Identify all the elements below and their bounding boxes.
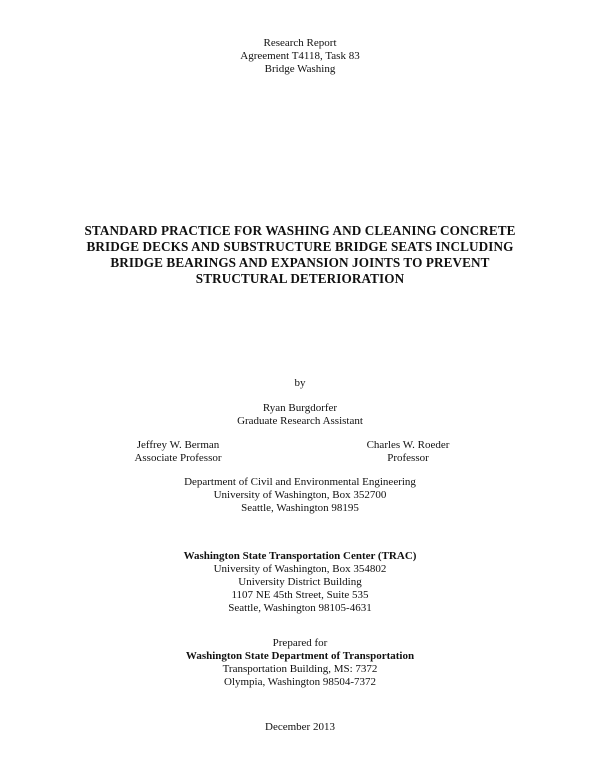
report-topic: Bridge Washing bbox=[264, 63, 336, 75]
department-address: University of Washington, Box 352700 bbox=[213, 489, 387, 501]
title-line: STRUCTURAL DETERIORATION bbox=[195, 271, 405, 286]
author-role: Associate Professor bbox=[134, 452, 222, 464]
trac-name: Washington State Transportation Center (TRAC) bbox=[183, 550, 417, 562]
trac-address-line: Seattle, Washington 98105-4631 bbox=[228, 602, 372, 614]
author-name: Ryan Burgdorfer bbox=[262, 402, 338, 414]
author-name: Charles W. Roeder bbox=[366, 439, 450, 451]
author-main bbox=[0, 402, 600, 428]
prepared-for-address-line: Olympia, Washington 98504-7372 bbox=[224, 676, 376, 688]
trac-address-line: 1107 NE 45th Street, Suite 535 bbox=[231, 589, 369, 601]
prepared-for-org: Washington State Department of Transportation bbox=[185, 650, 415, 662]
by-label: by bbox=[294, 377, 306, 389]
department-city: Seattle, Washington 98195 bbox=[241, 502, 359, 514]
agreement-number: Agreement T4118, Task 83 bbox=[240, 50, 360, 62]
prepared-for-block bbox=[0, 637, 600, 689]
trac-address-line: University District Building bbox=[238, 576, 362, 588]
author-name: Jeffrey W. Berman bbox=[136, 439, 220, 451]
report-title bbox=[0, 223, 600, 287]
report-type: Research Report bbox=[263, 37, 337, 49]
department-name: Department of Civil and Environmental Engineering bbox=[184, 476, 416, 488]
author-role: Professor bbox=[387, 452, 429, 464]
trac-address-line: University of Washington, Box 354802 bbox=[213, 563, 387, 575]
author-role: Graduate Research Assistant bbox=[237, 415, 363, 427]
report-date: December 2013 bbox=[265, 721, 335, 733]
title-line: BRIDGE DECKS AND SUBSTRUCTURE BRIDGE SEATS INCLUDING bbox=[86, 239, 514, 254]
department-block bbox=[0, 476, 600, 515]
title-line: BRIDGE BEARINGS AND EXPANSION JOINTS TO PREVENT bbox=[110, 255, 490, 270]
author-left bbox=[118, 439, 238, 465]
prepared-for-label: Prepared for bbox=[272, 637, 328, 649]
author-right bbox=[348, 439, 468, 465]
report-header bbox=[0, 37, 600, 76]
title-line: STANDARD PRACTICE FOR WASHING AND CLEANING CONCRETE bbox=[84, 223, 516, 238]
prepared-for-address-line: Transportation Building, MS: 7372 bbox=[222, 663, 378, 675]
trac-block bbox=[0, 550, 600, 615]
